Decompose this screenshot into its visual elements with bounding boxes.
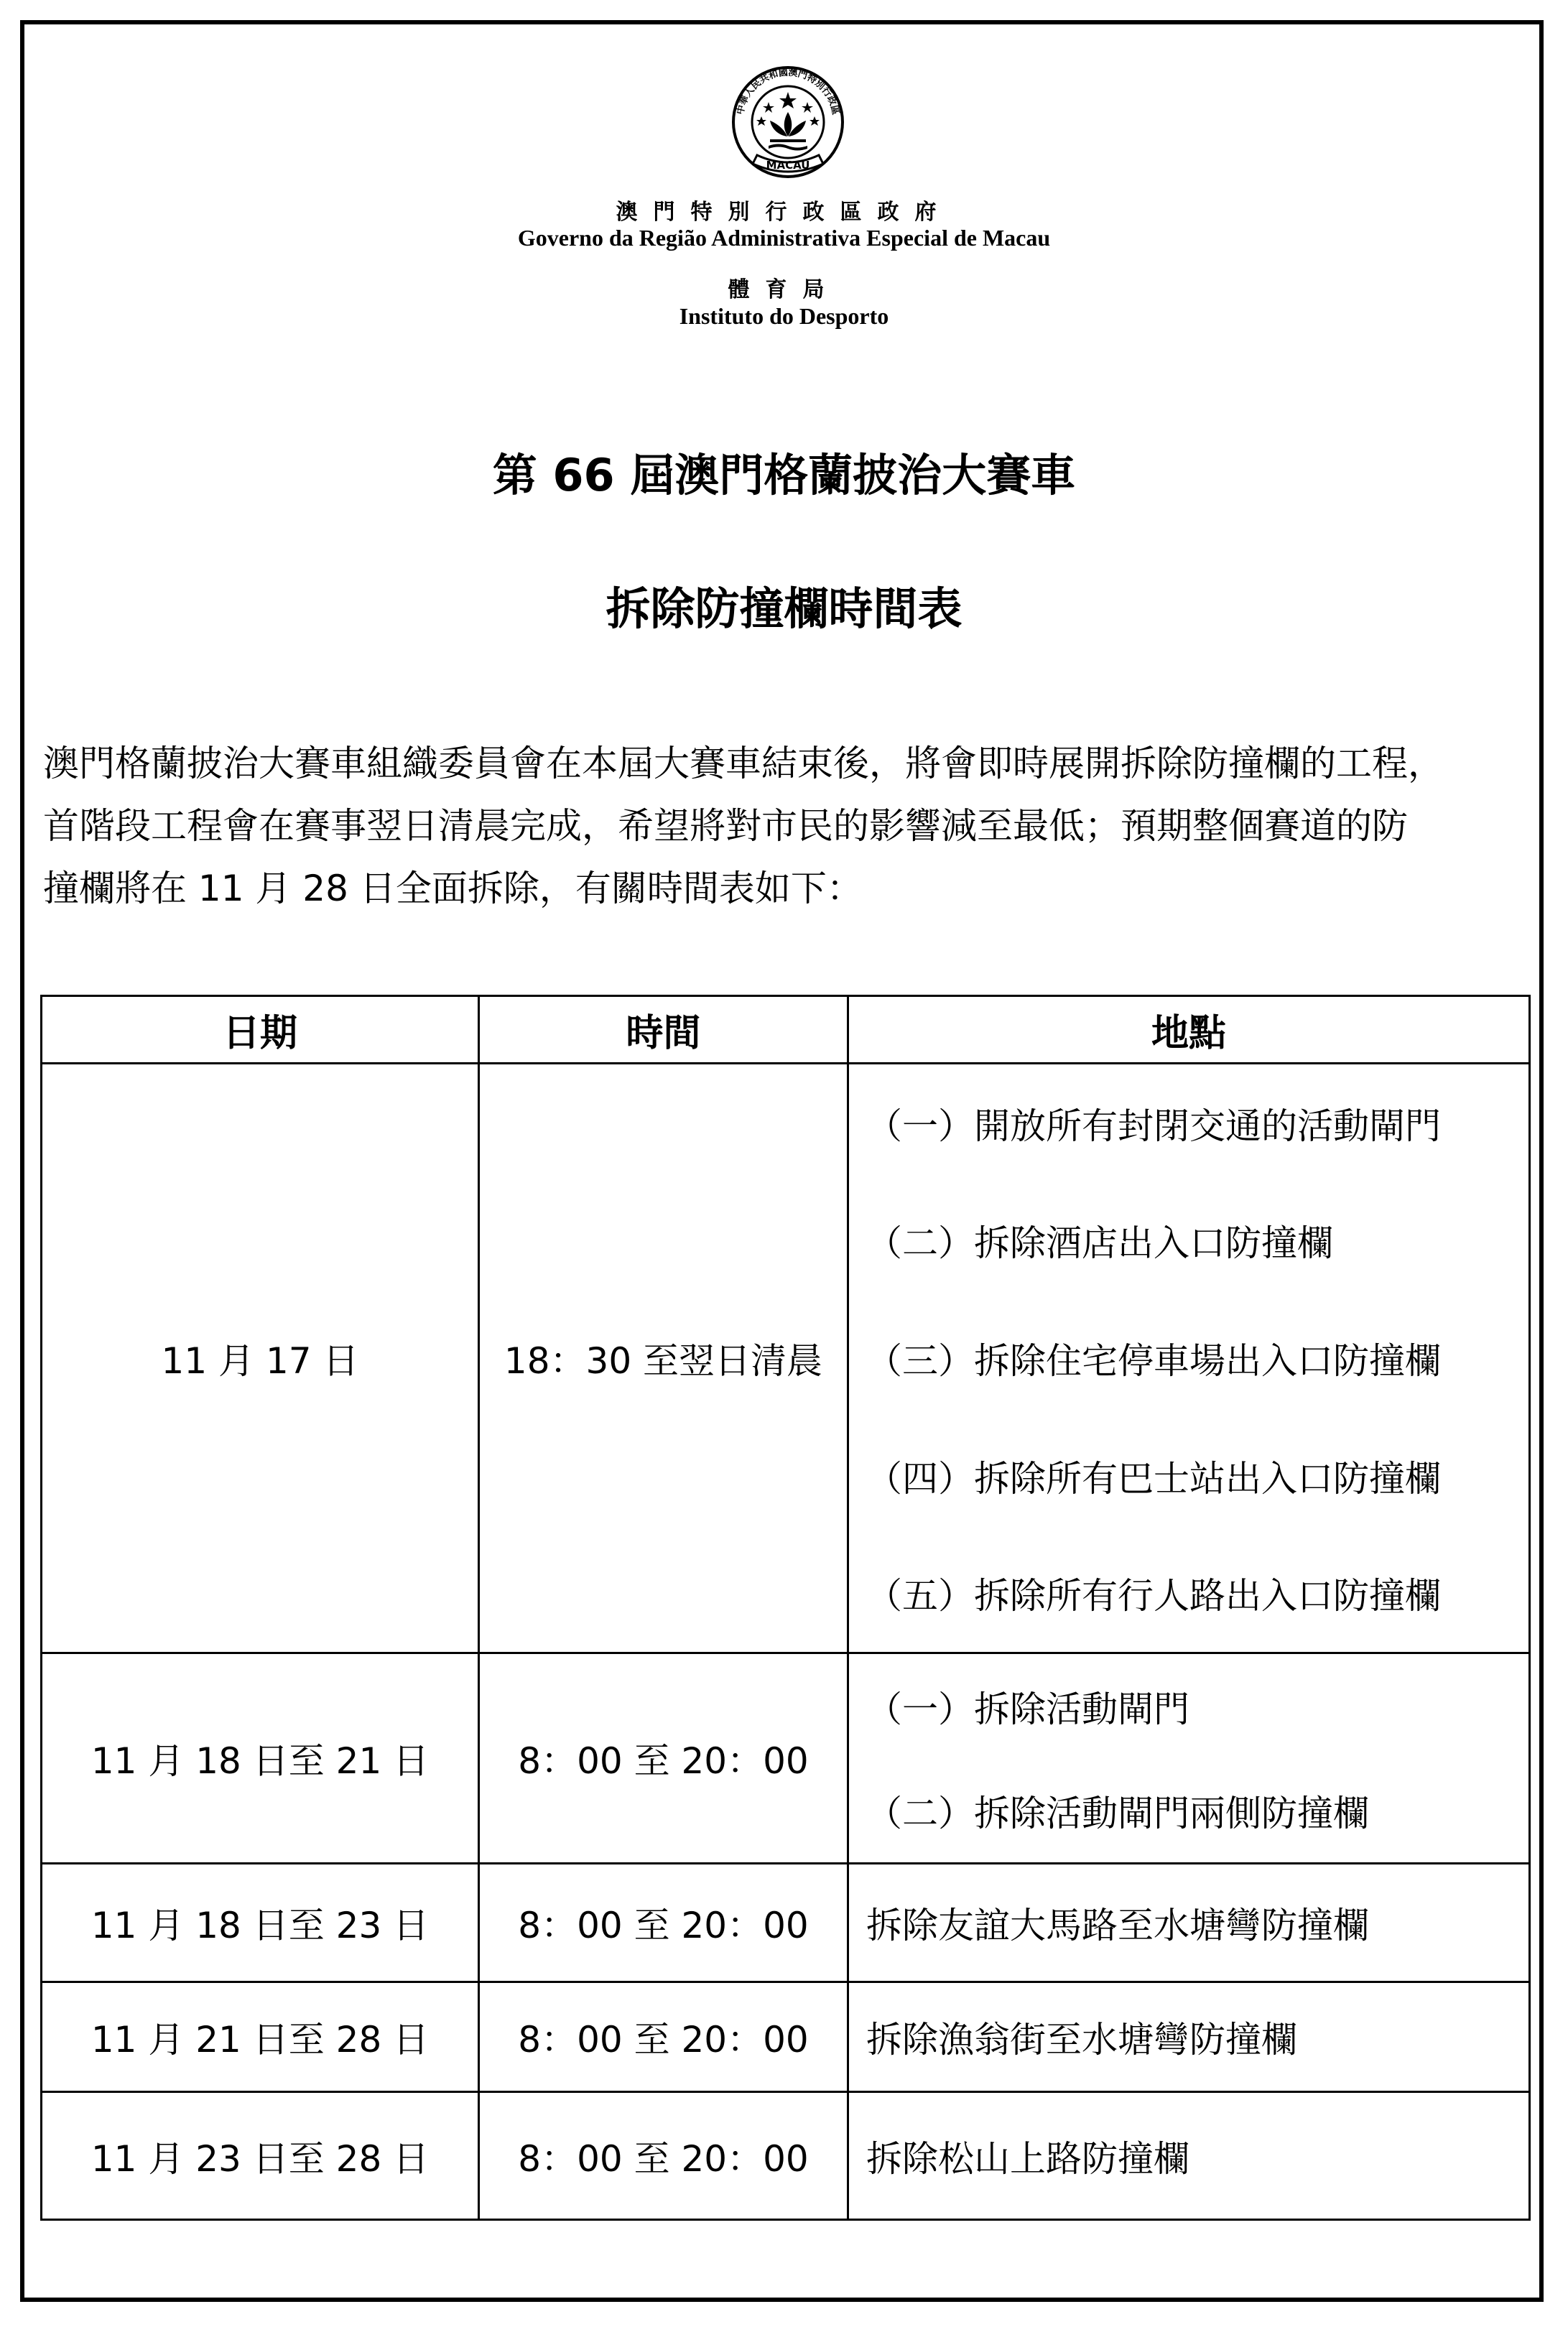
- intro-line: 澳門格蘭披治大賽車組織委員會在本屆大賽車結束後，將會即時展開拆除防撞欄的工程，: [43, 743, 1444, 784]
- emblem-banner-text: MACAU: [766, 159, 810, 172]
- table-row: [42, 1864, 1530, 1982]
- place-cell: [848, 1064, 1530, 1653]
- header-time: 時間: [479, 996, 848, 1064]
- macau-emblem-icon: [727, 63, 849, 189]
- place-item: （二）拆除酒店出入口防撞欄: [866, 1222, 1333, 1265]
- header-place: 地點: [848, 996, 1530, 1064]
- schedule-table: [40, 995, 1531, 2221]
- institute-name-chinese: 體育局: [728, 277, 840, 302]
- government-name-portuguese: Governo da Região Administrativa Especial de Macau: [517, 225, 1051, 251]
- place-item: （一）拆除活動閘門: [866, 1688, 1189, 1730]
- place-item: （四）拆除所有巴士站出入口防撞欄: [866, 1457, 1441, 1500]
- place-item: （五）拆除所有行人路出入口防撞欄: [866, 1575, 1441, 1617]
- time-cell: 8：00 至 20：00: [479, 1982, 848, 2092]
- institute-name-portuguese: Instituto do Desporto: [679, 303, 889, 329]
- table-row: [42, 1653, 1530, 1864]
- date-cell: 11 月 18 日至 23 日: [42, 1864, 479, 1982]
- emblem-ring-text: 中華人民共和國澳門特別行政區: [735, 67, 841, 116]
- time-cell: 18：30 至翌日清晨: [479, 1064, 848, 1653]
- table-row: [42, 1982, 1530, 2092]
- time-cell: 8：00 至 20：00: [479, 2092, 848, 2220]
- place-item: （三）拆除住宅停車場出入口防撞欄: [866, 1339, 1441, 1382]
- place-cell: [848, 1653, 1530, 1864]
- document-title: 第 66 屆澳門格蘭披治大賽車: [492, 449, 1076, 501]
- table-header-row: [42, 996, 1530, 1064]
- place-cell: 拆除漁翁街至水塘彎防撞欄: [848, 1982, 1530, 2092]
- date-cell: 11 月 21 日至 28 日: [42, 1982, 479, 2092]
- date-cell: 11 月 23 日至 28 日: [42, 2092, 479, 2220]
- date-cell: 11 月 17 日: [42, 1064, 479, 1653]
- intro-line: 撞欄將在 11 月 28 日全面拆除，有關時間表如下：: [43, 868, 863, 909]
- place-cell: 拆除松山上路防撞欄: [848, 2092, 1530, 2220]
- table-row: [42, 1064, 1530, 1653]
- date-cell: 11 月 18 日至 21 日: [42, 1653, 479, 1864]
- table-row: [42, 2092, 1530, 2220]
- time-cell: 8：00 至 20：00: [479, 1653, 848, 1864]
- intro-paragraph: [43, 733, 1527, 920]
- document-subtitle: 拆除防撞欄時間表: [606, 582, 962, 635]
- svg-text:中華人民共和國澳門特別行政區: [734, 67, 841, 116]
- header-date: 日期: [42, 996, 479, 1064]
- time-cell: 8：00 至 20：00: [479, 1864, 848, 1982]
- place-item: （一）開放所有封閉交通的活動閘門: [866, 1105, 1441, 1147]
- place-item: （二）拆除活動閘門兩側防撞欄: [866, 1792, 1369, 1834]
- intro-line: 首階段工程會在賽事翌日清晨完成，希望將對市民的影響減至最低；預期整個賽道的防: [43, 805, 1408, 847]
- place-cell: 拆除友誼大馬路至水塘彎防撞欄: [848, 1864, 1530, 1982]
- government-name-chinese: 澳門特別行政區政府: [616, 200, 952, 225]
